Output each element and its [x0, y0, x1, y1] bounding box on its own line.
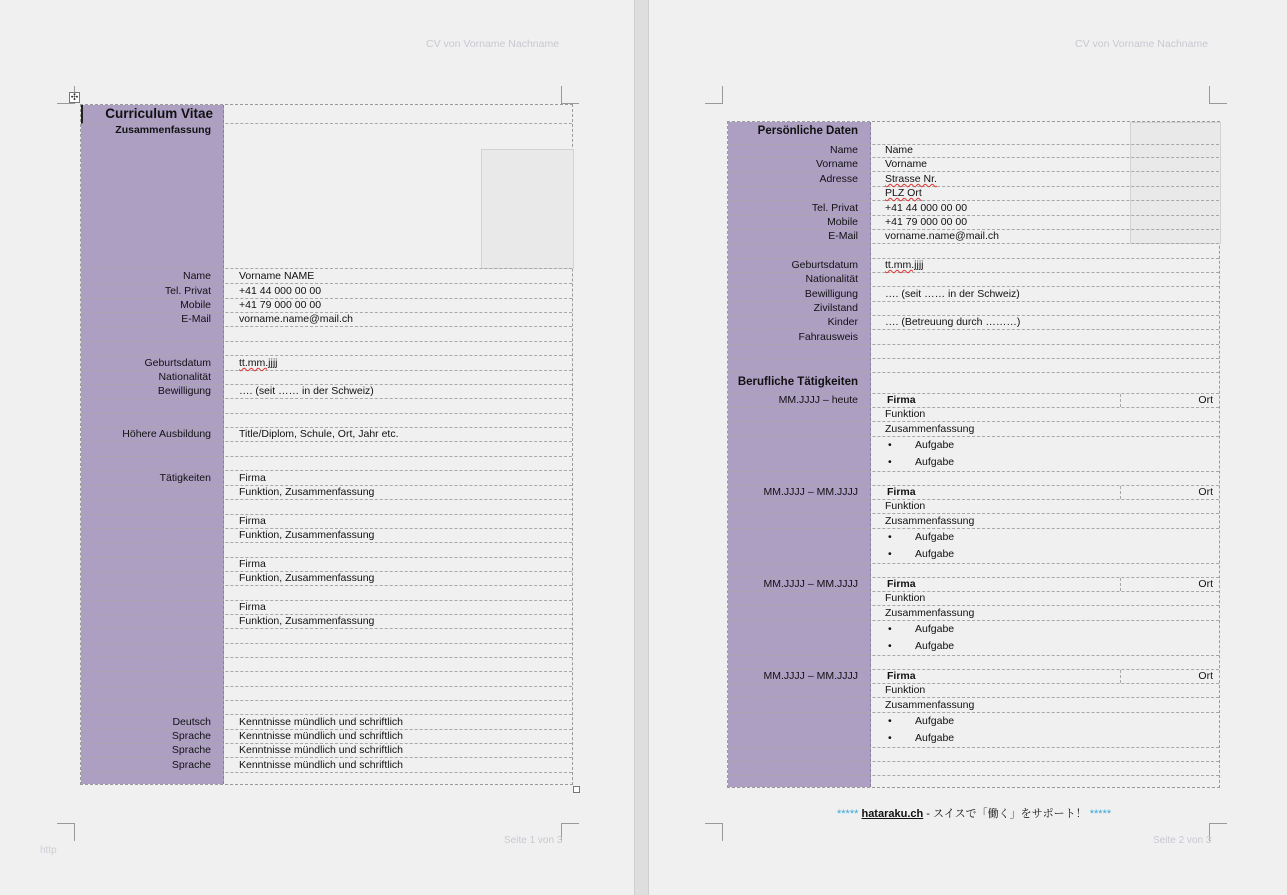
job-task[interactable]: Aufgabe: [915, 623, 955, 635]
firm-value[interactable]: Firma: [239, 472, 266, 484]
activity-row: [81, 601, 572, 615]
empty-row: [81, 773, 572, 787]
empty-row: [728, 748, 1219, 762]
field-value[interactable]: Name: [885, 144, 914, 156]
task-row: [728, 713, 1219, 730]
crop-mark: [561, 823, 579, 841]
function-value[interactable]: Funktion, Zusammenfassung: [239, 529, 375, 541]
contact-row: [728, 144, 1219, 158]
table-resize-handle[interactable]: [573, 786, 580, 793]
field-value[interactable]: Kenntnisse mündlich und schriftlich: [239, 744, 404, 756]
job-row: [728, 515, 1219, 529]
detail-row: [728, 331, 1219, 345]
job-summary[interactable]: Zusammenfassung: [885, 515, 975, 527]
empty-row: [728, 762, 1219, 776]
job-header-row: [728, 578, 1219, 592]
field-value[interactable]: PLZ Ort: [885, 187, 922, 199]
bullet-icon: •: [888, 456, 892, 468]
job-summary[interactable]: Zusammenfassung: [885, 423, 975, 435]
task-row: [728, 621, 1219, 638]
personal-row: [81, 385, 572, 399]
empty-row: [81, 630, 572, 644]
personal-row: [81, 357, 572, 371]
detail-row: [728, 273, 1219, 287]
page-gutter: [634, 0, 649, 895]
job-row: [728, 699, 1219, 713]
promo-line: [837, 805, 1111, 821]
job-row: [728, 592, 1219, 606]
field-value[interactable]: Kenntnisse mündlich und schriftlich: [239, 759, 404, 771]
empty-row: [81, 587, 572, 601]
firm-value[interactable]: Firma: [239, 515, 266, 527]
task-row: [728, 546, 1219, 564]
cv-title: Curriculum Vitae: [105, 106, 213, 121]
task-row: [728, 638, 1219, 656]
task-row: [728, 529, 1219, 546]
empty-row: [728, 564, 1219, 578]
contact-row: [81, 285, 572, 299]
field-label: Sprache: [171, 744, 211, 756]
summary-label: Zusammenfassung: [115, 124, 211, 136]
detail-row: [728, 288, 1219, 302]
empty-row: [81, 644, 572, 658]
empty-row: [728, 656, 1219, 670]
crop-mark: [1209, 86, 1227, 104]
job-firm[interactable]: Firma: [887, 486, 916, 498]
firm-value[interactable]: Firma: [239, 558, 266, 570]
job-summary[interactable]: Zusammenfassung: [885, 699, 975, 711]
table-move-handle-icon[interactable]: ✣: [70, 92, 79, 102]
field-value[interactable]: Vorname: [885, 158, 928, 170]
field-label: Tel. Privat: [164, 285, 211, 297]
contact-row: [728, 202, 1219, 216]
footer-left-text: http: [40, 845, 57, 856]
job-row: [728, 500, 1219, 514]
activity-row: [81, 472, 572, 486]
empty-row: [728, 345, 1219, 359]
activity-row: [81, 529, 572, 543]
field-value[interactable]: Title/Diplom, Schule, Ort, Jahr etc.: [239, 428, 399, 440]
job-period: MM.JJJJ – heute: [778, 394, 858, 406]
crop-mark: [705, 823, 723, 841]
job-firm[interactable]: Firma: [887, 670, 916, 682]
bullet-icon: •: [888, 531, 892, 543]
field-value[interactable]: +41 79 000 00 00: [239, 299, 322, 311]
contact-row: [728, 158, 1219, 172]
field-label: Bewilligung: [157, 385, 211, 397]
empty-row: [81, 457, 572, 471]
field-label: Vorname: [815, 158, 858, 170]
bullet-icon: •: [888, 623, 892, 635]
activities-label: Tätigkeiten: [159, 472, 211, 484]
activity-row: [81, 558, 572, 572]
field-value[interactable]: Strasse Nr.: [885, 173, 937, 185]
task-row: [728, 437, 1219, 454]
personal-row: [81, 371, 572, 385]
contact-row: [81, 270, 572, 284]
summary-row: [81, 124, 572, 269]
contact-row: [728, 216, 1219, 230]
empty-row: [728, 359, 1219, 373]
empty-row: [81, 443, 572, 457]
language-row: [81, 730, 572, 744]
job-task[interactable]: Aufgabe: [915, 439, 955, 451]
empty-row: [81, 342, 572, 356]
contact-row: [728, 187, 1219, 201]
field-value[interactable]: …. (seit …… in der Schweiz): [885, 288, 1020, 300]
field-label: Sprache: [171, 730, 211, 742]
cv-table-page-2: [727, 121, 1220, 788]
function-value[interactable]: Funktion, Zusammenfassung: [239, 615, 375, 627]
detail-row: [728, 316, 1219, 330]
activity-row: [81, 572, 572, 586]
task-row: [728, 454, 1219, 472]
job-task[interactable]: Aufgabe: [915, 456, 955, 468]
job-header-row: [728, 486, 1219, 500]
activity-row: [81, 486, 572, 500]
field-label: Deutsch: [172, 716, 211, 728]
bullet-icon: •: [888, 715, 892, 727]
job-header-row: [728, 670, 1219, 684]
empty-row: [81, 501, 572, 515]
field-value[interactable]: Kenntnisse mündlich und schriftlich: [239, 716, 404, 728]
education-row: [81, 428, 572, 442]
detail-row: [728, 302, 1219, 316]
job-row: [728, 423, 1219, 437]
job-function[interactable]: Funktion: [885, 592, 926, 604]
contact-row: [728, 230, 1219, 244]
job-task[interactable]: Aufgabe: [915, 715, 955, 727]
job-task[interactable]: Aufgabe: [915, 732, 955, 744]
running-header: CV von Vorname Nachname: [426, 38, 560, 50]
field-value[interactable]: tt.mm.jjjj: [239, 357, 278, 369]
field-label: Name: [829, 144, 858, 156]
field-value[interactable]: +41 79 000 00 00: [885, 216, 968, 228]
field-value[interactable]: Vorname NAME: [239, 270, 315, 282]
field-label: Fahrausweis: [798, 331, 858, 343]
field-value[interactable]: +41 44 000 00 00: [885, 202, 968, 214]
empty-row: [81, 544, 572, 558]
heading-row: [728, 122, 1219, 145]
field-value[interactable]: …. (seit …… in der Schweiz): [239, 385, 374, 397]
bullet-icon: •: [888, 640, 892, 652]
activity-row: [81, 515, 572, 529]
function-value[interactable]: Funktion, Zusammenfassung: [239, 572, 375, 584]
activity-row: [81, 615, 572, 629]
field-value[interactable]: +41 44 000 00 00: [239, 285, 322, 297]
field-label: Nationalität: [805, 273, 858, 285]
page-1: [0, 0, 634, 895]
job-place[interactable]: Ort: [1198, 394, 1213, 406]
empty-row: [81, 328, 572, 342]
job-period: MM.JJJJ – MM.JJJJ: [763, 486, 858, 498]
field-label: Sprache: [171, 759, 211, 771]
field-value[interactable]: tt.mm.jjjj: [885, 259, 924, 271]
crop-mark: [57, 823, 75, 841]
field-label: Zivilstand: [813, 302, 858, 314]
field-label: Tel. Privat: [811, 202, 858, 214]
job-function[interactable]: Funktion: [885, 684, 926, 696]
field-label: E-Mail: [828, 230, 858, 242]
page-number-footer: Seite 2 von 3: [1153, 835, 1212, 846]
page-number-footer: Seite 1 von 3: [504, 835, 563, 846]
job-task[interactable]: Aufgabe: [915, 640, 955, 652]
field-value[interactable]: Kenntnisse mündlich und schriftlich: [239, 730, 404, 742]
field-label: Mobile: [827, 216, 858, 228]
contact-row: [81, 299, 572, 313]
empty-row: [81, 400, 572, 414]
empty-row: [728, 776, 1219, 788]
empty-row: [81, 414, 572, 428]
language-row: [81, 759, 572, 773]
crop-mark: [561, 86, 579, 104]
field-value[interactable]: …. (Betreuung durch ………): [885, 316, 1021, 328]
job-task[interactable]: Aufgabe: [915, 548, 955, 560]
bullet-icon: •: [888, 439, 892, 451]
promo-text: - スイスで「働く」をサポート！: [923, 808, 1090, 820]
job-row: [728, 408, 1219, 422]
field-label: Kinder: [827, 316, 858, 328]
firm-value[interactable]: Firma: [239, 601, 266, 613]
empty-row: [728, 472, 1219, 486]
contact-row: [728, 173, 1219, 187]
title-row: [81, 105, 572, 124]
language-row: [81, 716, 572, 730]
job-function[interactable]: Funktion: [885, 408, 926, 420]
field-label: E-Mail: [181, 313, 211, 325]
empty-row: [81, 673, 572, 687]
job-firm[interactable]: Firma: [887, 578, 916, 590]
crop-mark: [705, 86, 723, 104]
language-row: [81, 744, 572, 758]
field-label: Höhere Ausbildung: [122, 428, 211, 440]
bullet-icon: •: [888, 548, 892, 560]
promo-stars: *****: [837, 808, 859, 820]
empty-row: [81, 658, 572, 672]
job-place[interactable]: Ort: [1198, 578, 1213, 590]
job-firm[interactable]: Firma: [887, 394, 916, 406]
field-label: Bewilligung: [804, 288, 858, 300]
field-label: Adresse: [819, 173, 858, 185]
field-value[interactable]: vorname.name@mail.ch: [885, 230, 999, 242]
function-value[interactable]: Funktion, Zusammenfassung: [239, 486, 375, 498]
job-place[interactable]: Ort: [1198, 670, 1213, 682]
field-label: Geburtsdatum: [144, 357, 211, 369]
job-row: [728, 684, 1219, 698]
field-label: Name: [182, 270, 211, 282]
job-period: MM.JJJJ – MM.JJJJ: [763, 670, 858, 682]
detail-row: [728, 259, 1219, 273]
job-row: [728, 607, 1219, 621]
job-place[interactable]: Ort: [1198, 486, 1213, 498]
personal-heading: Persönliche Daten: [757, 125, 858, 137]
job-period: MM.JJJJ – MM.JJJJ: [763, 578, 858, 590]
cv-table-page-1: [80, 104, 573, 785]
job-summary[interactable]: Zusammenfassung: [885, 607, 975, 619]
job-header-row: [728, 394, 1219, 408]
job-task[interactable]: Aufgabe: [915, 531, 955, 543]
career-heading: Berufliche Tätigkeiten: [737, 376, 858, 388]
empty-row: [728, 245, 1219, 259]
crop-mark: [1209, 823, 1227, 841]
empty-row: [81, 687, 572, 701]
empty-row: [81, 701, 572, 715]
running-header: CV von Vorname Nachname: [1075, 38, 1209, 50]
field-value[interactable]: vorname.name@mail.ch: [239, 313, 353, 325]
promo-link[interactable]: hataraku.ch: [861, 808, 924, 820]
bullet-icon: •: [888, 732, 892, 744]
contact-row: [81, 313, 572, 327]
promo-stars: *****: [1089, 808, 1112, 820]
field-label: Geburtsdatum: [791, 259, 858, 271]
task-row: [728, 730, 1219, 748]
field-label: Nationalität: [158, 371, 211, 383]
heading-row: [728, 374, 1219, 394]
job-function[interactable]: Funktion: [885, 500, 926, 512]
field-label: Mobile: [180, 299, 211, 311]
